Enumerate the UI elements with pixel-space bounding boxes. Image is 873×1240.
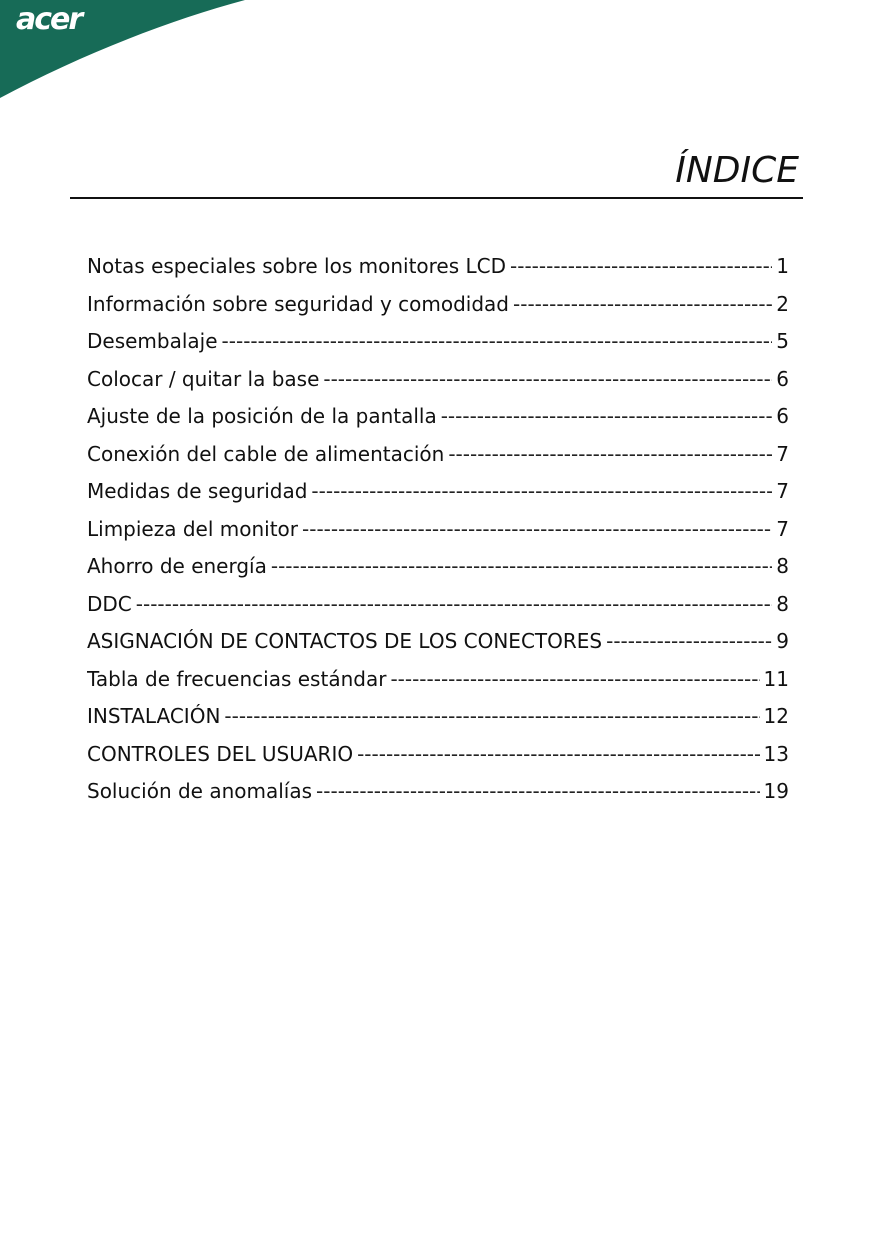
toc-entry[interactable] — [87, 323, 789, 361]
toc-dot-leader — [224, 698, 759, 736]
toc-dot-leader — [606, 623, 772, 661]
toc-entry[interactable] — [87, 623, 789, 661]
toc-entry[interactable] — [87, 773, 789, 811]
toc-entry[interactable] — [87, 436, 789, 474]
toc-dot-leader — [323, 361, 772, 399]
toc-entry-page: 13 — [763, 741, 789, 766]
acer-logo: acer — [16, 2, 82, 37]
toc-dot-leader — [316, 773, 760, 811]
toc-entry-label: Conexión del cable de alimentación — [87, 441, 445, 466]
toc-entry[interactable] — [87, 361, 789, 399]
toc-entry-page: 5 — [776, 329, 789, 353]
toc-dot-leader — [441, 398, 773, 436]
toc-dot-leader — [510, 248, 772, 286]
toc-dot-leader — [357, 736, 759, 774]
toc-entry-page: 7 — [776, 441, 789, 466]
toc-entry-label: Ahorro de energía — [87, 554, 267, 578]
toc-entry[interactable] — [87, 548, 789, 586]
toc-entry-page: 11 — [763, 666, 789, 691]
toc-entry-page: 12 — [763, 704, 789, 728]
toc-entry-label: Ajuste de la posición de la pantalla — [87, 404, 437, 428]
toc-dot-leader — [222, 323, 773, 361]
toc-entry-page: 19 — [763, 779, 789, 803]
toc-entry-page: 9 — [776, 629, 789, 653]
toc-dot-leader — [271, 548, 772, 586]
title-underline — [70, 197, 803, 199]
toc-entry-label: Notas especiales sobre los monitores LCD — [87, 254, 507, 278]
toc-entry[interactable] — [87, 248, 789, 286]
toc-entry-label: CONTROLES DEL USUARIO — [87, 741, 354, 766]
toc-entry-page: 8 — [776, 554, 789, 578]
toc-entry-label: Solución de anomalías — [87, 779, 313, 803]
toc-entry-label: Información sobre seguridad y comodidad — [87, 291, 510, 316]
toc-entry-label: ASIGNACIÓN DE CONTACTOS DE LOS CONECTORES — [87, 629, 603, 653]
toc-entry-page: 6 — [776, 366, 789, 391]
toc-entry[interactable] — [87, 511, 789, 549]
toc-dot-leader — [513, 286, 772, 324]
toc-entry-page: 7 — [776, 479, 789, 503]
toc-entry-label: Colocar / quitar la base — [87, 366, 320, 391]
toc-dot-leader — [136, 586, 773, 624]
toc-entry[interactable] — [87, 473, 789, 511]
page-title: ÍNDICE — [675, 150, 799, 191]
toc-entry-page: 2 — [776, 291, 789, 316]
toc-entry-label: Desembalaje — [87, 329, 218, 353]
toc-entry-page: 7 — [776, 516, 789, 541]
toc-dot-leader — [390, 661, 759, 699]
toc-entry-page: 8 — [776, 591, 789, 616]
table-of-contents — [87, 248, 789, 811]
toc-entry[interactable] — [87, 586, 789, 624]
toc-entry-label: Tabla de frecuencias estándar — [87, 666, 387, 691]
toc-dot-leader — [448, 436, 772, 474]
toc-entry-label: Medidas de seguridad — [87, 479, 308, 503]
toc-entry[interactable] — [87, 736, 789, 774]
toc-entry[interactable] — [87, 286, 789, 324]
toc-dot-leader — [302, 511, 772, 549]
toc-dot-leader — [311, 473, 772, 511]
toc-entry[interactable] — [87, 398, 789, 436]
toc-entry-page: 1 — [776, 254, 789, 278]
toc-entry[interactable] — [87, 698, 789, 736]
toc-entry[interactable] — [87, 661, 789, 699]
toc-entry-label: Limpieza del monitor — [87, 516, 299, 541]
toc-entry-label: INSTALACIÓN — [87, 704, 221, 728]
toc-entry-label: DDC — [87, 591, 132, 616]
toc-entry-page: 6 — [776, 404, 789, 428]
